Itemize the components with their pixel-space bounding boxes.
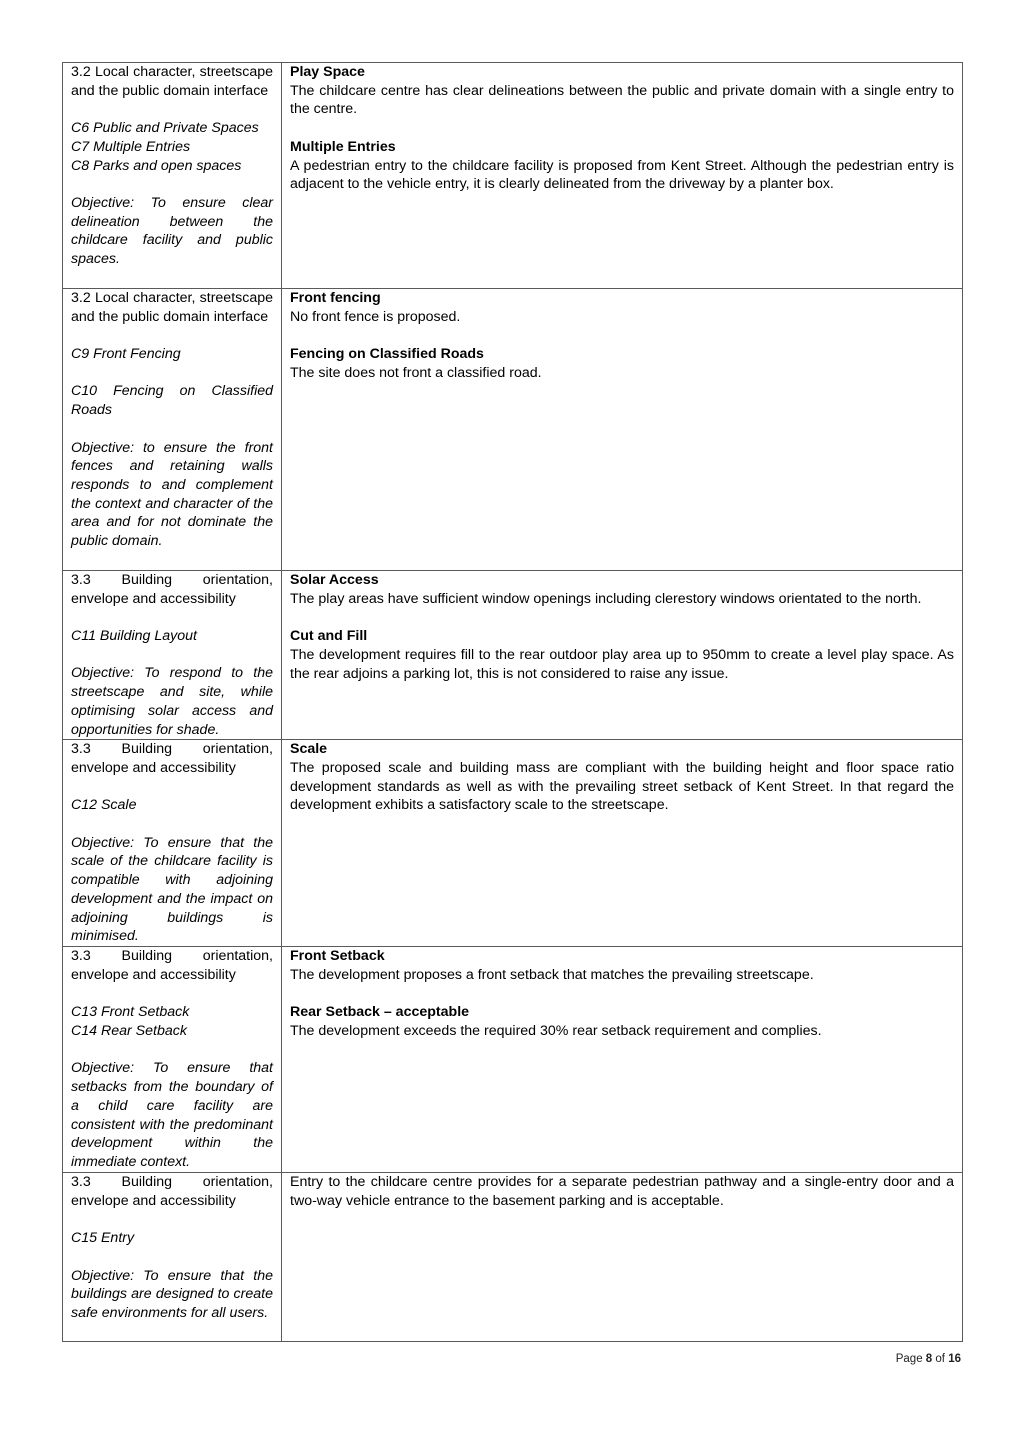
section-title: 3.3 Building orientation, envelope and accessibility bbox=[71, 948, 273, 983]
assessment-cell bbox=[282, 63, 963, 289]
assessment-text: The development requires fill to the rear outdoor play area up to 950mm to create a level play space. As the rear adjoins a parking lot, this is not considered to raise any issue. bbox=[290, 646, 954, 682]
objective-text: Objective: To ensure clear delineation between the childcare facility and public spaces. bbox=[71, 194, 273, 267]
section-title: 3.3 Building orientation, envelope and accessibility bbox=[71, 741, 273, 776]
assessment-cell bbox=[282, 571, 963, 740]
control-item: C13 Front Setback bbox=[71, 1004, 190, 1021]
of-word: of bbox=[935, 1353, 945, 1365]
section-title: 3.2 Local character, streetscape and the public domain interface bbox=[71, 290, 273, 325]
section-title: 3.3 Building orientation, envelope and accessibility bbox=[71, 572, 273, 607]
assessment-cell bbox=[282, 947, 963, 1173]
assessment-text: The play areas have sufficient window openings including clerestory windows orientated to the north. bbox=[290, 590, 922, 607]
assessment-heading: Fencing on Classified Roads bbox=[290, 346, 484, 363]
assessment-heading: Cut and Fill bbox=[290, 628, 368, 645]
table-row bbox=[63, 1173, 963, 1342]
control-item: C14 Rear Setback bbox=[71, 1023, 187, 1040]
assessment-text: Entry to the childcare centre provides for a separate pedestrian pathway and a single-entry door and a two-way vehicle entrance to the basement parking and is acceptable. bbox=[290, 1174, 954, 1209]
control-cell bbox=[63, 1173, 282, 1342]
control-cell bbox=[63, 571, 282, 740]
control-item: C9 Front Fencing bbox=[71, 346, 181, 363]
assessment-cell bbox=[282, 1173, 963, 1342]
section-title: 3.3 Building orientation, envelope and accessibility bbox=[71, 1174, 273, 1209]
objective-text: Objective: To ensure that setbacks from the boundary of a child care facility are consistent with the predominant development within the immediate context. bbox=[71, 1060, 273, 1170]
assessment-text: The proposed scale and building mass are compliant with the building height and floor space ratio development standards as well as with the prevailing street setback of Kent Street. In that regard the development exhibits a satisfactory scale to the streetscape. bbox=[290, 760, 954, 814]
objective-text: Objective: To respond to the streetscape and site, while optimising solar access and opportunities for shade. bbox=[71, 665, 273, 738]
section-title: 3.2 Local character, streetscape and the public domain interface bbox=[71, 64, 273, 99]
control-cell bbox=[63, 63, 282, 289]
control-item: C11 Building Layout bbox=[71, 628, 197, 645]
assessment-heading: Multiple Entries bbox=[290, 138, 396, 155]
total-pages: 16 bbox=[948, 1353, 961, 1365]
control-cell bbox=[63, 289, 282, 571]
table-row bbox=[63, 289, 963, 571]
assessment-heading: Rear Setback – acceptable bbox=[290, 1004, 470, 1021]
control-item: C15 Entry bbox=[71, 1230, 135, 1247]
control-cell bbox=[63, 740, 282, 947]
assessment-text: The site does not front a classified road. bbox=[290, 364, 542, 381]
objective-text: Objective: to ensure the front fences and retaining walls responds to and complement the context and character of the area and for not dominate the public domain. bbox=[71, 439, 273, 550]
assessment-table bbox=[62, 62, 963, 1342]
page-number bbox=[896, 1353, 961, 1365]
assessment-text: The childcare centre has clear delineations between the public and private domain with a single entry to the centre. bbox=[290, 82, 954, 118]
table-row bbox=[63, 571, 963, 740]
assessment-text: The development exceeds the required 30% rear setback requirement and complies. bbox=[290, 1023, 822, 1040]
control-cell bbox=[63, 947, 282, 1173]
assessment-cell bbox=[282, 740, 963, 947]
assessment-text: The development proposes a front setback that matches the prevailing streetscape. bbox=[290, 967, 814, 983]
control-item: C6 Public and Private Spaces bbox=[71, 120, 259, 137]
assessment-text: No front fence is proposed. bbox=[290, 308, 461, 325]
control-item: C12 Scale bbox=[71, 797, 137, 814]
table-row bbox=[63, 947, 963, 1173]
page-word: Page bbox=[895, 1353, 923, 1365]
assessment-heading: Solar Access bbox=[290, 572, 379, 588]
assessment-heading: Front Setback bbox=[290, 948, 385, 965]
table-row bbox=[63, 63, 963, 289]
assessment-heading: Front fencing bbox=[290, 290, 381, 306]
objective-text: Objective: To ensure that the scale of the childcare facility is compatible with adjoining development and the impact on adjoining buildings is minimised. bbox=[71, 834, 273, 945]
assessment-heading: Scale bbox=[290, 741, 328, 758]
assessment-text: A pedestrian entry to the childcare facility is proposed from Kent Street. Although the pedestrian entry is adjacent to the vehicle entry, it is clearly delineated from the driveway by a planter box. bbox=[290, 157, 954, 193]
control-item: C10 Fencing on Classified Roads bbox=[71, 383, 273, 419]
objective-text: Objective: To ensure that the buildings are designed to create safe environments for all users. bbox=[71, 1267, 273, 1322]
table-row bbox=[63, 740, 963, 947]
current-page: 8 bbox=[925, 1353, 933, 1365]
assessment-heading: Play Space bbox=[290, 64, 365, 80]
control-item: C8 Parks and open spaces bbox=[71, 157, 242, 174]
assessment-cell bbox=[282, 289, 963, 571]
control-item: C7 Multiple Entries bbox=[71, 138, 191, 155]
